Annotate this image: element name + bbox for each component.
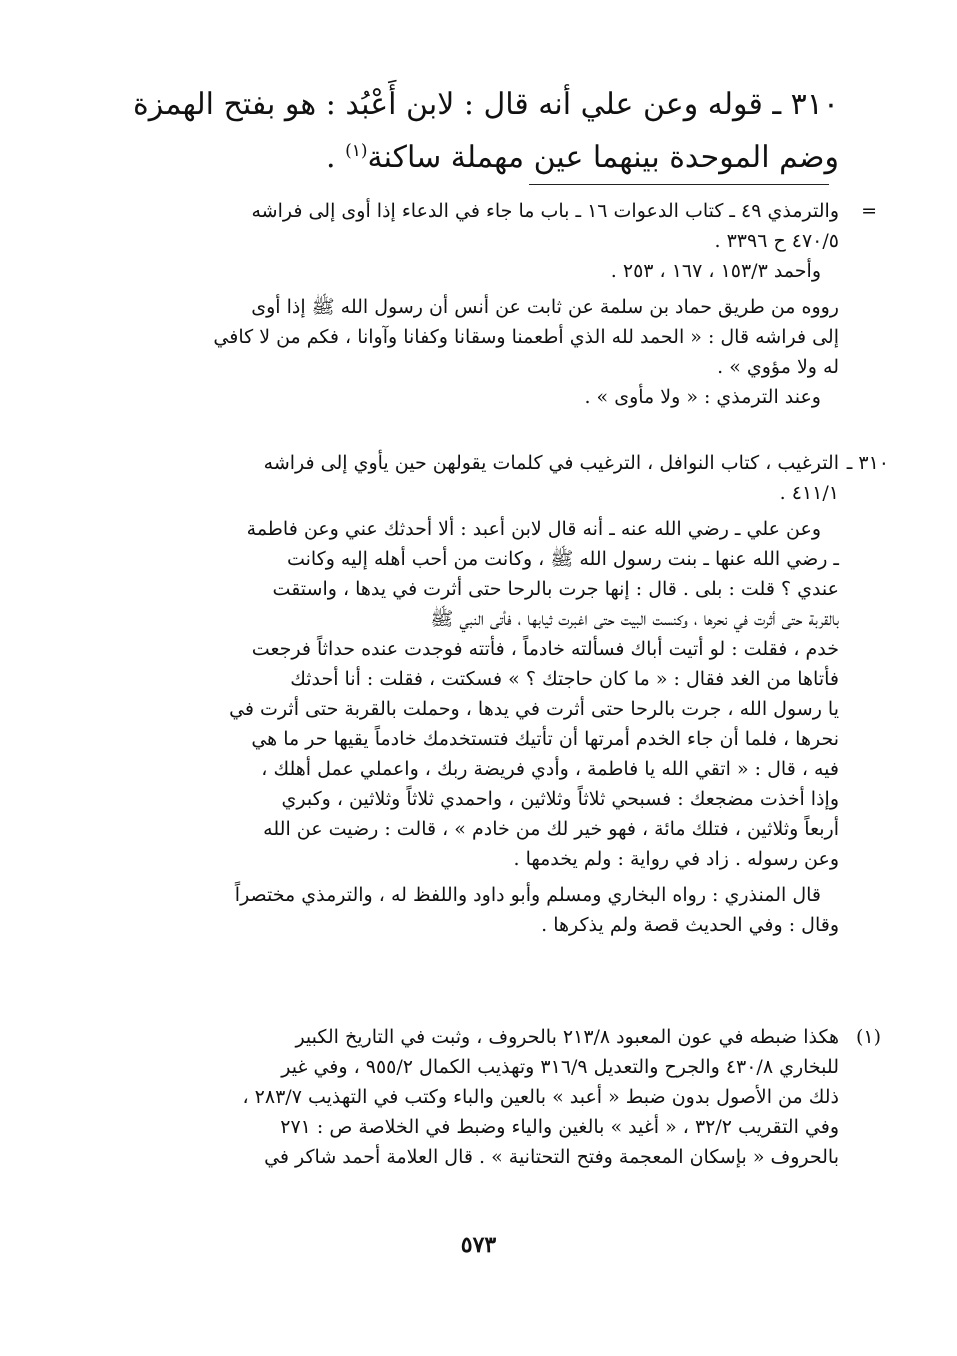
footnote-line: نحرها ، فلما أن جاء الخدم أمرتها أن تأتيك فتستخدمك خادماً يقيها حر ما هي — [251, 728, 839, 750]
footnote-line: ٤١١/١ . — [779, 482, 839, 504]
footnote-line: عندي ؟ قلت : بلى . قال : إنها جرت بالرحا حتى أثرت في يدها ، واستقت — [272, 578, 839, 600]
footnote-line: ـ رضي الله عنها ـ بنت رسول الله ﷺ ، وكانت من أحب أهله إليه وكانت — [286, 548, 839, 570]
footnote-separator — [529, 184, 829, 185]
footnote-line: إلى فراشه قال : « الحمد لله الذي أطعمنا وسقانا وكفانا وآوانا ، فكم من لا كافي — [213, 326, 839, 348]
footnote-continuation — [119, 196, 877, 412]
footnote-line: وفي التقريب ٣٢/٢ ، « أغيد » بالغين والياء وضبط في الخلاصة ص : ٢٧١ — [280, 1116, 839, 1138]
footnote-line: وعن علي ـ رضي الله عنه ـ أنه قال لابن أعبد : ألا أحدثك عني وعن فاطمة — [246, 518, 821, 540]
main-line-1: ٣١٠ ـ قوله وعن علي أنه قال : لابن أَعْبُد : هو بفتح الهمزة — [133, 87, 839, 122]
footnote-line: ذلك من الأصول بدون ضبط « أعبد » بالعين والباء وكتب في التهذيب ٢٨٣/٧ ، — [242, 1086, 839, 1108]
footnote-line: بالحروف « بإسكان المعجمة وفتح التحتانية » . قال العلامة أحمد شاكر في — [264, 1146, 839, 1168]
footnote-line: فأتاها من الغد فقال : « ما كان حاجتك ؟ » فسكتت ، فقلت : أنا أحدثك — [290, 668, 839, 690]
footnote-line: وأحمد ١٥٣/٣ ، ١٦٧ ، ٢٥٣ . — [610, 260, 821, 282]
continuation-marker: = — [861, 200, 877, 222]
footnote-line: بالقربة حتى أثرت في نحرها ، وكنست البيت حتى اغبرت ثيابها ، فأتى النبي ﷺ — [430, 608, 839, 630]
footnote-line: وإذا أخذت مضجعك : فسبحي ثلاثاً وثلاثين ، واحمدي ثلاثاً وثلاثين ، وكبري — [281, 788, 839, 810]
footnote-line: هكذا ضبطه في عون المعبود ٢١٣/٨ بالحروف ، وثبت في التاريخ الكبير — [295, 1026, 839, 1048]
footnote-line: الترغيب ، كتاب النوافل ، الترغيب في كلمات يقولهن حين يأوي إلى فراشه — [263, 452, 839, 474]
main-line-2 — [119, 128, 839, 181]
footnote-line: للبخاري ٤٣٠/٨ والجرح والتعديل ٣١٦/٩ وتهذيب الكمال ٩٥٥/٢ ، وفي غير — [281, 1056, 839, 1078]
footnote-1 — [119, 1022, 881, 1172]
footnote-ref[interactable]: (١) — [345, 141, 368, 161]
page-number: ٥٧٣ — [460, 1232, 497, 1258]
footnote-line: أربعاً وثلاثين ، فتلك مائة ، فهو خير لك من خادم » ، قالت : رضيت عن الله — [263, 818, 839, 840]
footnote-line: فيه ، قال : « اتقي الله يا فاطمة ، وأدي فريضة ربك ، واعملي عمل أهلك ، — [261, 758, 839, 780]
footnote-entry-310 — [119, 448, 889, 940]
footnote-line: خدم ، فقلت : لو أتيت أباك فسألته خادماً ، فأتته فوجدت عنده حداثاً فرجعت — [251, 638, 839, 660]
footnote-line: يا رسول الله ، جرت بالرحا حتى أثرت في يدها ، وحملت بالقربة حتى أثرت في — [229, 698, 839, 720]
entry-310-marker: ٣١٠ ـ — [846, 452, 889, 474]
footnote-line: وعند الترمذي : « ولا مأوى » . — [584, 386, 821, 408]
footnote-1-marker: (١) — [855, 1026, 881, 1048]
footnote-line: قال المنذري : رواه البخاري ومسلم وأبو داود واللفظ له ، والترمذي مختصراً — [234, 884, 821, 906]
main-line-2-text: وضم الموحدة بينهما عين مهملة ساكنة — [367, 140, 839, 175]
footnote-line: وقال : وفي الحديث قصة ولم يذكرها . — [541, 914, 839, 936]
footnote-line: رووه من طريق حماد بن سلمة عن ثابت عن أنس أن رسول الله ﷺ إذا أوى — [251, 296, 839, 318]
footnote-line: وعن رسوله . زاد في رواية : ولم يخدمها . — [513, 848, 839, 870]
footnote-line: ٤٧٠/٥ ح ٣٣٩٦ . — [714, 230, 839, 252]
main-text — [119, 82, 839, 181]
footnote-line: له ولا مؤوي » . — [717, 356, 839, 378]
main-line-2-end: . — [326, 140, 346, 175]
footnote-line: والترمذي ٤٩ ـ كتاب الدعوات ١٦ ـ باب ما جاء في الدعاء إذا أوى إلى فراشه — [251, 200, 839, 222]
